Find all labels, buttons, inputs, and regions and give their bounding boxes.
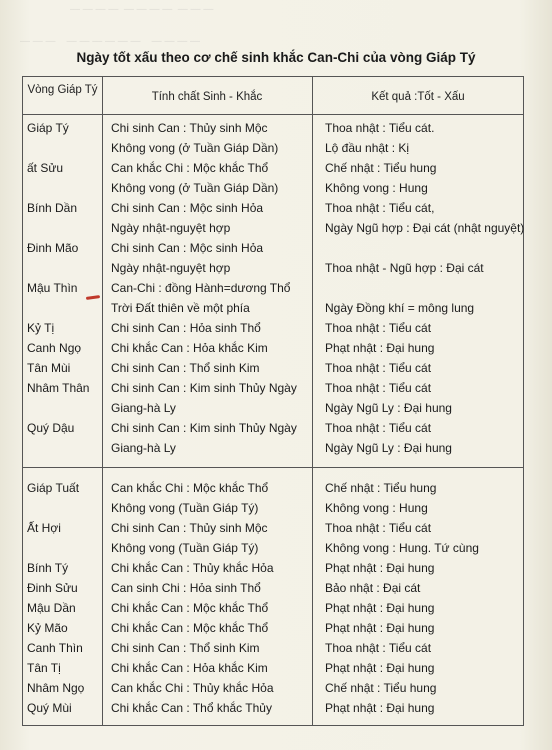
result-good-bad: Thoa nhật : Tiểu cát <box>325 381 432 395</box>
sinh-khac-nature: Can-Chi : đồng Hành=dương Thổ <box>111 281 291 295</box>
sinh-khac-nature: Chi sinh Can : Kim sinh Thủy Ngày <box>111 421 297 435</box>
result-good-bad: Chế nhật : Tiểu hung <box>325 161 437 175</box>
sinh-khac-nature: Can khắc Chi : Mộc khắc Thổ <box>111 161 269 175</box>
result-good-bad: Thoa nhật : Tiểu cát <box>325 321 432 335</box>
sinh-khac-nature: Chi sinh Can : Kim sinh Thủy Ngày <box>111 381 297 395</box>
table-title: Ngày tốt xấu theo cơ chế sinh khắc Can-Chi của vòng Giáp Tý <box>76 50 476 65</box>
header-nature: Tính chất Sinh - Khắc <box>151 91 263 103</box>
column-divider <box>312 77 313 725</box>
column-divider <box>102 77 103 725</box>
day-name: Kỷ Mão <box>27 621 68 635</box>
section-divider <box>23 467 523 468</box>
result-good-bad: Ngày Ngũ Ly : Đại hung <box>325 401 452 415</box>
day-name: Giáp Tý <box>27 121 69 135</box>
result-good-bad: Phạt nhật : Đại hung <box>325 561 435 575</box>
result-good-bad: Ngày Ngũ Ly : Đại hung <box>325 441 452 455</box>
sinh-khac-nature: Giang-hà Ly <box>111 441 176 455</box>
header-result: Kết quả :Tốt - Xấu <box>371 91 465 103</box>
day-name: Mậu Dần <box>27 601 76 615</box>
show-through-text: — — — — — — — — — — — <box>70 4 214 15</box>
day-name: Nhâm Thân <box>27 381 90 395</box>
day-name: Canh Ngọ <box>27 341 82 355</box>
header-divider <box>23 114 523 115</box>
day-name: Bính Tý <box>27 561 69 575</box>
sinh-khac-nature: Chi sinh Can : Thủy sinh Mộc <box>111 121 268 135</box>
sinh-khac-nature: Không vong (ở Tuần Giáp Dần) <box>111 181 279 195</box>
result-good-bad: Không vong : Hung <box>325 181 428 195</box>
result-good-bad: Chế nhật : Tiểu hung <box>325 481 437 495</box>
day-name: Mậu Thìn <box>27 281 78 295</box>
result-good-bad: Thoa nhật : Tiểu cát. <box>325 121 435 135</box>
day-name: Đinh Sửu <box>27 581 78 595</box>
day-name: Giáp Tuất <box>27 481 80 495</box>
sinh-khac-nature: Trời Đất thiên về một phía <box>111 301 250 315</box>
day-name: Tân Tị <box>27 661 61 675</box>
sinh-khac-nature: Ngày nhật-nguyệt hợp <box>111 221 231 235</box>
result-good-bad: Thoa nhật : Tiểu cát <box>325 521 432 535</box>
sinh-khac-nature: Chi sinh Can : Mộc sinh Hỏa <box>111 241 264 255</box>
result-good-bad: Thoa nhật : Tiểu cát <box>325 641 432 655</box>
sinh-khac-nature: Chi khắc Can : Hỏa khắc Kim <box>111 341 268 355</box>
sinh-khac-nature: Chi sinh Can : Thổ sinh Kim <box>111 641 260 655</box>
sinh-khac-nature: Chi khắc Can : Hỏa khắc Kim <box>111 661 268 675</box>
sinh-khac-nature: Giang-hà Ly <box>111 401 176 415</box>
day-name: ất Sửu <box>27 161 64 175</box>
result-good-bad: Ngày Đồng khí = mông lung <box>325 301 475 315</box>
sinh-khac-nature: Chi khắc Can : Mộc khắc Thổ <box>111 621 269 635</box>
sinh-khac-nature: Chi sinh Can : Thủy sinh Mộc <box>111 521 268 535</box>
sinh-khac-nature: Không vong (ở Tuần Giáp Dần) <box>111 141 279 155</box>
day-name: Đinh Mão <box>27 241 79 255</box>
day-name: Tân Mùi <box>27 361 71 375</box>
day-name: Quý Dậu <box>27 421 75 435</box>
result-good-bad: Không vong : Hung <box>325 501 428 515</box>
result-good-bad: Thoa nhật : Tiểu cát, <box>325 201 435 215</box>
day-name: Kỷ Tị <box>27 321 55 335</box>
result-good-bad: Lộ đầu nhật : Kị <box>325 141 410 155</box>
sinh-khac-nature: Chi sinh Can : Mộc sinh Hỏa <box>111 201 264 215</box>
sinh-khac-nature: Can khắc Chi : Thủy khắc Hỏa <box>111 681 274 695</box>
result-good-bad: Bảo nhật : Đại cát <box>325 581 421 595</box>
sinh-khac-nature: Không vong (Tuần Giáp Tý) <box>111 541 259 555</box>
day-name: Bính Dần <box>27 201 78 215</box>
show-through-text: — — — — — — — — — — — — — <box>20 36 201 47</box>
sinh-khac-nature: Không vong (Tuần Giáp Tý) <box>111 501 259 515</box>
sinh-khac-nature: Chi sinh Can : Thổ sinh Kim <box>111 361 260 375</box>
result-good-bad: Phạt nhật : Đại hung <box>325 601 435 615</box>
sinh-khac-nature: Chi khắc Can : Thổ khắc Thủy <box>111 701 272 715</box>
day-name: Ất Hợi <box>27 521 61 535</box>
result-good-bad: Thoa nhật : Tiểu cát <box>325 361 432 375</box>
day-name: Nhâm Ngọ <box>27 681 85 695</box>
result-good-bad: Phạt nhật : Đại hung <box>325 341 435 355</box>
sinh-khac-nature: Chi sinh Can : Hỏa sinh Thổ <box>111 321 261 335</box>
sinh-khac-nature: Can sinh Chi : Hỏa sinh Thổ <box>111 581 261 595</box>
result-good-bad: Thoa nhật : Tiểu cát <box>325 421 432 435</box>
result-good-bad: Phạt nhật : Đại hung <box>325 621 435 635</box>
result-good-bad: Thoa nhật - Ngũ hợp : Đại cát <box>325 261 484 275</box>
sinh-khac-nature: Chi khắc Can : Mộc khắc Thổ <box>111 601 269 615</box>
header-cycle: Vòng Giáp Tý <box>27 84 98 96</box>
sinh-khac-nature: Ngày nhật-nguyệt hợp <box>111 261 231 275</box>
sinh-khac-nature: Can khắc Chi : Mộc khắc Thổ <box>111 481 269 495</box>
result-good-bad: Phạt nhật : Đại hung <box>325 661 435 675</box>
sinh-khac-nature: Chi khắc Can : Thủy khắc Hỏa <box>111 561 274 575</box>
result-good-bad: Ngày Ngũ hợp : Đại cát (nhật nguyệt) <box>325 221 525 235</box>
result-good-bad: Phạt nhật : Đại hung <box>325 701 435 715</box>
result-good-bad: Chế nhật : Tiểu hung <box>325 681 437 695</box>
day-name: Canh Thìn <box>27 641 83 655</box>
result-good-bad: Không vong : Hung. Tứ cùng <box>325 541 479 555</box>
day-name: Quý Mùi <box>27 701 72 715</box>
